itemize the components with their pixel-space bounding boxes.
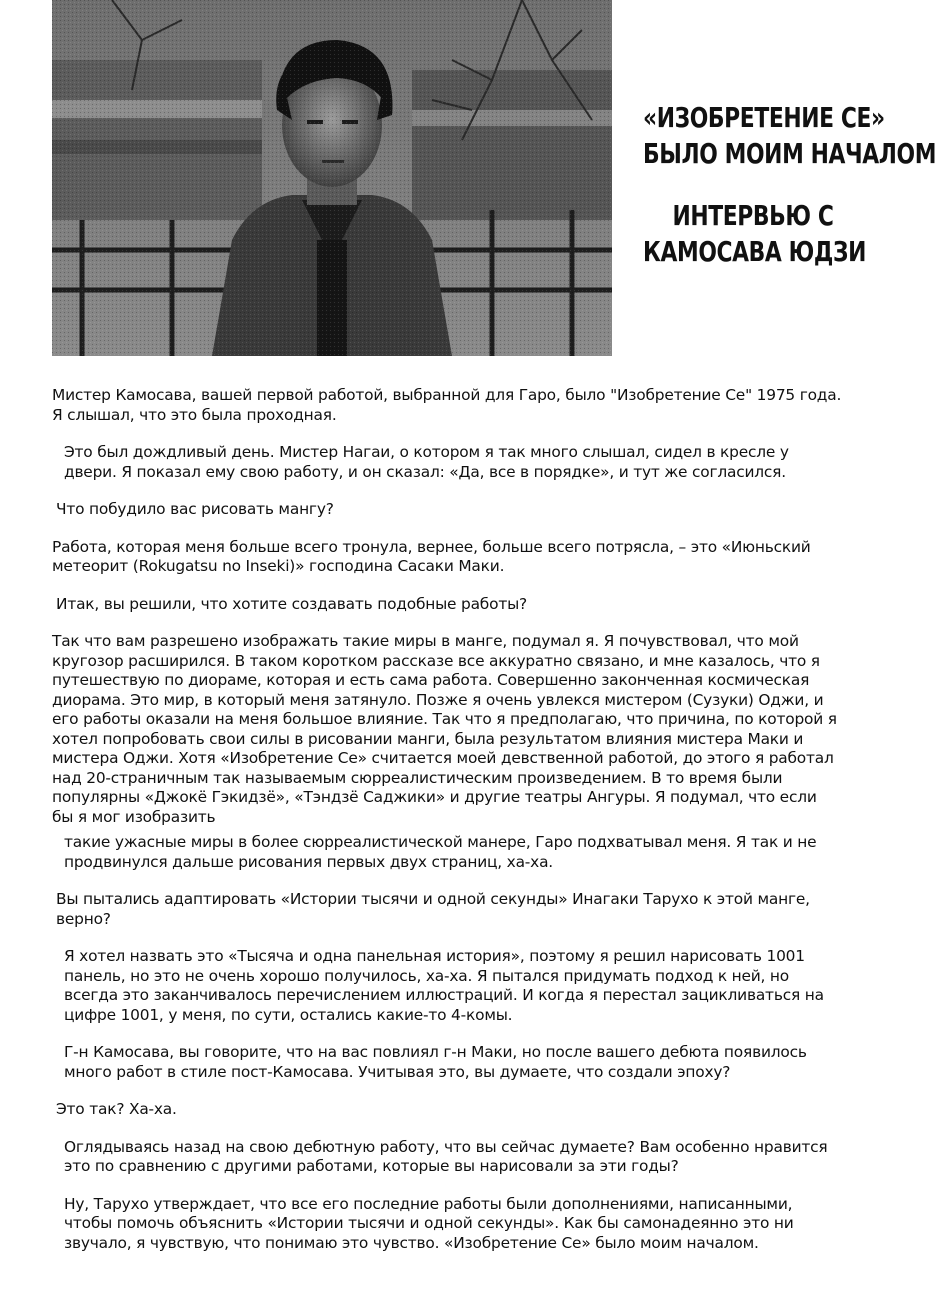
- title-line-3: ИНТЕРВЬЮ С: [672, 199, 834, 232]
- portrait-photo: [52, 0, 612, 356]
- paragraph: Так что вам разрешено изображать такие миры в манге, подумал я. Я почувствовал, что мой кругозор расширился. В таком коротком рассказе все аккуратно связано, и мне казалось, что я путешествую по диораме, которая и есть сама работа. Совершенно законченная космическая диорама. Это мир, в который меня затянуло. Позже я очень увлекся мистером (Сузуки) Оджи, и его работы оказали на меня большое влияние. Так что я предполагаю, что причина, по которой я хотел попробовать свои силы в рисовании манги, была результатом влияния мистера Маки и мистера Оджи. Хотя «Изобретение Се» считается моей девственной работой, до этого я работал над 20-страничным так называемым сюрреалистическим произведением. В то время были популярны «Джокё Гэкидзё», «Тэндзё Саджики» и другие театры Ангуры. Я подумал, что если бы я мог изобразить: [52, 632, 837, 826]
- title-line-4: КАМОСАВА ЮДЗИ: [643, 235, 866, 268]
- paragraph: Я хотел назвать это «Тысяча и одна панельная история», поэтому я решил нарисовать 1001 панель, но это не очень хорошо получилось, ха-ха. Я пытался придумать подход к ней, но всегда это заканчивалось перечислением иллюстраций. И когда я перестал зацикливаться на цифре 1001, у меня, по сути, остались какие-то 4-комы.: [64, 947, 824, 1024]
- paragraph: Итак, вы решили, что хотите создавать подобные работы?: [56, 594, 527, 613]
- paragraph: такие ужасные миры в более сюрреалистической манере, Гаро подхватывал меня. Я так и не продвинулся дальше рисования первых двух страниц, ха-ха.: [64, 833, 817, 871]
- paragraph: Вы пытались адаптировать «Истории тысячи и одной секунды» Инагаки Тарухо к этой манге, верно?: [56, 890, 810, 928]
- paragraph: Мистер Камосава, вашей первой работой, выбранной для Гаро, было "Изобретение Се" 1975 года. Я слышал, что это была проходная.: [52, 386, 842, 424]
- interview-text: [52, 386, 842, 1271]
- paragraph: Это был дождливый день. Мистер Нагаи, о котором я так много слышал, сидел в кресле у двери. Я показал ему свою работу, и он сказал: «Да, все в порядке», и тут же согласился.: [64, 443, 789, 481]
- paragraph: Что побудило вас рисовать мангу?: [56, 500, 334, 518]
- paragraph: Работа, которая меня больше всего тронула, вернее, больше всего потрясла, – это «Июньский метеорит (Rokugatsu no Inseki)» господина Сасаки Маки.: [52, 537, 811, 575]
- title-line-2: БЫЛО МОИМ НАЧАЛОМ: [643, 137, 936, 170]
- paragraph: Г-н Камосава, вы говорите, что на вас повлиял г-н Маки, но после вашего дебюта появилось много работ в стиле пост-Камосава. Учитывая это, вы думаете, что создали эпоху?: [64, 1043, 807, 1081]
- paragraph: Оглядываясь назад на свою дебютную работу, что вы сейчас думаете? Вам особенно нравится это по сравнению с другими работами, которые вы нарисовали за эти годы?: [64, 1137, 828, 1175]
- paragraph: Ну, Тарухо утверждает, что все его последние работы были дополнениями, написанными, чтобы помочь объяснить «Истории тысячи и одной секунды». Как бы самонадеянно это ни звучало, я чувствую, что понимаю это чувство. «Изобретение Се» было моим началом.: [64, 1194, 794, 1252]
- paragraph: Это так? Ха-ха.: [56, 1100, 177, 1118]
- title-line-1: «ИЗОБРЕТЕНИЕ СЕ»: [643, 101, 885, 134]
- article-title: [612, 100, 936, 270]
